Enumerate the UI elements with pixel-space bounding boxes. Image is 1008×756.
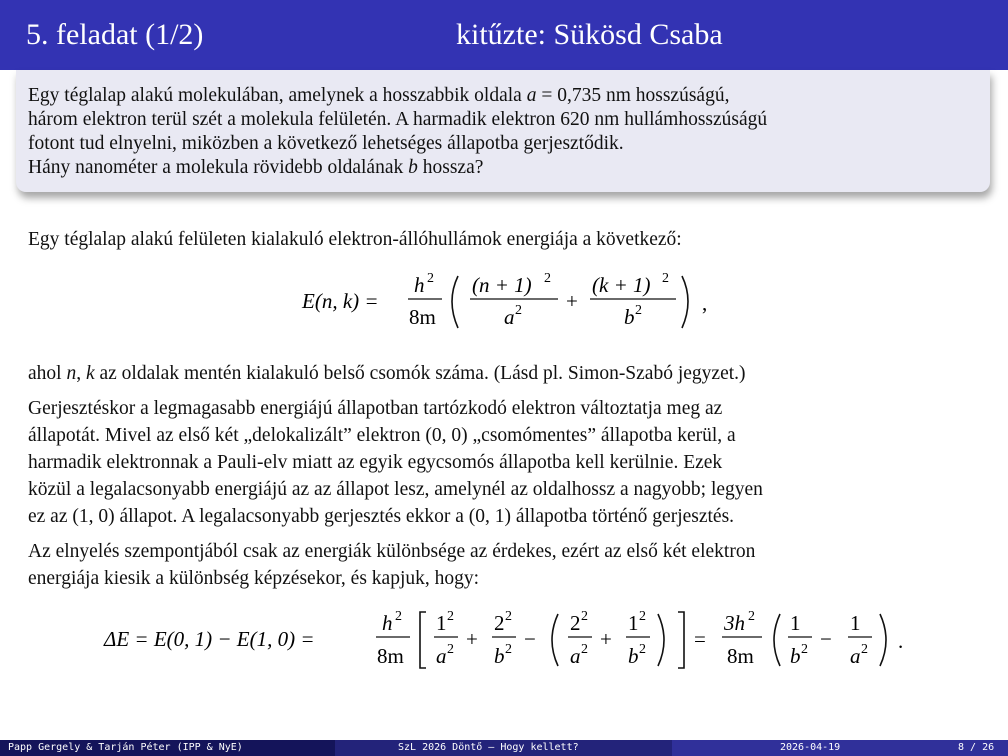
eq1-lhs: E(n, k) = [302, 289, 379, 313]
svg-text:2: 2 [581, 642, 588, 657]
svg-text:b: b [494, 644, 505, 668]
svg-text:2: 2 [395, 609, 402, 624]
svg-text:2: 2 [639, 642, 646, 657]
svg-text:(k + 1): (k + 1) [592, 273, 651, 297]
svg-text:.: . [898, 629, 904, 653]
excitation-explanation: Gerjesztéskor a legmagasabb energiájú állapotban tartózkodó elektron változtatja meg az állapotát. Mivel az első két „delokalizált” elektron (0, 0) „csomómentes” állapotba kerül, a harmadik elektronnak a Pauli-elv miatt az egyik egycsomós állapotba kell kerülnie. Ezek közül a legalacsonyabb energiájú az az állapot lesz, amelynél az oldalhossz a nagyobb; legyen ez az (1, 0) állapot. A legalacsonyabb gerjesztés ekkor a (0, 1) állapotba történő gerjesztés. [28, 398, 763, 527]
svg-text:+: + [566, 289, 578, 313]
svg-text:1: 1 [628, 611, 639, 635]
svg-text:b: b [628, 644, 639, 668]
svg-text:2: 2 [494, 611, 505, 635]
svg-text:ΔE = E(0, 1) − E(1, 0) =: ΔE = E(0, 1) − E(1, 0) = [104, 627, 315, 651]
svg-text:2: 2 [447, 609, 454, 624]
svg-text:2: 2 [544, 271, 551, 286]
problem-text: Egy téglalap alakú molekulában, amelynek a hosszabbik oldala a = 0,735 nm hosszúságú, három elektron terül szét a molekula felületén. A harmadik elektron 620 nm hullámhosszúságú fotont tud elnyelni, miközben a következő lehetséges állapotba gerjesztődik. Hány nanométer a molekula rövidebb oldalának b hossza? [28, 85, 768, 178]
svg-text:2: 2 [639, 609, 646, 624]
svg-text:,: , [702, 291, 708, 315]
slide-title: 5. feladat (1/2) [26, 18, 204, 51]
svg-text:2: 2 [581, 609, 588, 624]
intro-text: Egy téglalap alakú felületen kialakuló elektron-állóhullámok energiája a következő: [28, 229, 682, 250]
energy-equation [296, 268, 726, 338]
svg-text:1: 1 [790, 611, 801, 635]
problem-box [16, 70, 990, 192]
svg-text:2: 2 [861, 642, 868, 657]
footer-date: 2026-04-19 [780, 742, 841, 753]
svg-text:+: + [600, 627, 612, 651]
svg-text:2: 2 [662, 271, 669, 286]
svg-text:2: 2 [801, 642, 808, 657]
footer-title: SzL 2026 Döntő – Hogy kellett? [398, 742, 579, 753]
svg-text:2: 2 [570, 611, 581, 635]
svg-text:8m: 8m [409, 305, 436, 329]
svg-text:h: h [382, 611, 393, 635]
svg-text:a: a [436, 644, 447, 668]
svg-text:a: a [850, 644, 861, 668]
energy-difference-explanation: Az elnyelés szempontjából csak az energiák különbsége az érdekes, ezért az első két elektron energiája kiesik a különbség képzésekor, és kapjuk, hogy: [28, 541, 756, 589]
svg-text:1: 1 [850, 611, 861, 635]
svg-text:2: 2 [748, 609, 755, 624]
svg-text:h: h [414, 273, 425, 297]
svg-text:2: 2 [505, 642, 512, 657]
svg-text:2: 2 [515, 303, 522, 318]
svg-text:3h: 3h [724, 611, 745, 635]
svg-text:b: b [790, 644, 801, 668]
page-number: 8 / 26 [958, 742, 995, 753]
svg-text:=: = [694, 627, 706, 651]
svg-text:(n + 1): (n + 1) [472, 273, 532, 297]
nodes-explanation: ahol n, k az oldalak mentén kialakuló belső csomók száma. (Lásd pl. Simon-Szabó jegyzet.) [28, 363, 746, 384]
svg-text:8m: 8m [727, 644, 754, 668]
svg-text:b: b [624, 305, 635, 329]
svg-text:a: a [570, 644, 581, 668]
svg-text:a: a [504, 305, 515, 329]
energy-difference-equation [100, 606, 920, 678]
svg-text:2: 2 [505, 609, 512, 624]
footer-authors: Papp Gergely & Tarján Péter (IPP & NyE) [8, 742, 243, 753]
svg-text:2: 2 [447, 642, 454, 657]
svg-text:−: − [524, 627, 536, 651]
svg-text:+: + [466, 627, 478, 651]
svg-text:8m: 8m [377, 644, 404, 668]
svg-text:1: 1 [436, 611, 447, 635]
header-bar [0, 0, 1008, 70]
slide-author: kitűzte: Sükösd Csaba [456, 18, 723, 51]
svg-text:2: 2 [635, 303, 642, 318]
svg-text:2: 2 [427, 271, 434, 286]
svg-text:−: − [820, 627, 832, 651]
footer-bar [0, 740, 1008, 756]
